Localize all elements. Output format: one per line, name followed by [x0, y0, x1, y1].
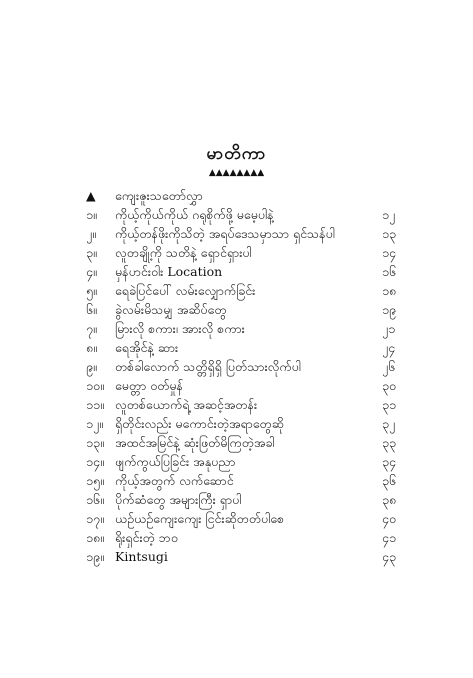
toc-entry[interactable]	[0, 490, 473, 509]
entry-title: အထင်အမြင်နဲ့ ဆုံးဖြတ်မိကြတဲ့အခါ	[115, 435, 275, 450]
entry-number: ၁၀။	[86, 378, 104, 393]
entry-number: ၁၄။	[86, 454, 104, 469]
entry-title: ရှိတိုင်းလည်း မကောင်းတဲ့အရာတွေဆို	[115, 416, 284, 431]
toc-entry[interactable]	[0, 528, 473, 547]
entry-title: ရေခဲပြင်ပေါ် လမ်းလျှောက်ခြင်း	[115, 283, 256, 298]
entry-page-number: ၂၆	[382, 359, 396, 374]
entry-title: ပိုက်ဆံတွေ အများကြီး ရှာပါ	[115, 492, 242, 507]
entry-number: ၁၉။	[86, 549, 104, 564]
toc-entry[interactable]	[0, 452, 473, 471]
entry-page-number: ၃၁	[382, 397, 397, 412]
entry-title: ကိုယ့်တန်ဖိုးကိုသိတဲ့ အရပ်ဒေသမှာသာ ရှင်သန်ပါ	[115, 226, 335, 241]
entry-number: ၂။	[86, 226, 96, 241]
entry-page-number: ၁၃	[382, 226, 397, 241]
table-of-contents	[0, 186, 473, 566]
entry-title: မြားလို စကား၊ အားလို စကား	[115, 321, 245, 336]
entry-number: ▲	[86, 188, 96, 203]
entry-number: ၁၈။	[86, 530, 104, 545]
entry-number: ၄။	[86, 264, 97, 279]
toc-entry[interactable]	[0, 395, 473, 414]
toc-entry[interactable]	[0, 319, 473, 338]
entry-title: တစ်ခါလောက် သတ္တိရှိရှိ ပြတ်သားလိုက်ပါ	[115, 359, 301, 374]
entry-page-number: ၄၁	[382, 530, 397, 545]
toc-entry[interactable]	[0, 224, 473, 243]
entry-number: ၁၅။	[86, 473, 104, 488]
entry-page-number: ၄၃	[382, 549, 397, 564]
toc-entry[interactable]	[0, 243, 473, 262]
entry-page-number: ၃၀	[382, 378, 397, 393]
entry-title: ယဉ်ယဉ်ကျေးကျေး ငြင်းဆိုတတ်ပါစေ	[115, 511, 285, 526]
entry-number: ၁၁။	[86, 397, 104, 412]
toc-entry[interactable]	[0, 281, 473, 300]
entry-number: ၈။	[86, 340, 97, 355]
entry-title: Kintsugi	[115, 549, 168, 564]
entry-page-number: ၃၆	[382, 473, 397, 488]
entry-title: လူတချို့ကို သတိနဲ့ ရှောင်ရှားပါ	[115, 245, 252, 260]
entry-number: ၁၂။	[86, 416, 103, 431]
entry-page-number: ၁၆	[382, 264, 397, 279]
entry-number: ၁၇။	[86, 511, 104, 526]
entry-page-number: ၁၂	[382, 207, 396, 222]
entry-title: ဖျက်ကွယ်ပြခြင်း အနုပညာ	[115, 454, 236, 469]
entry-page-number: ၄၀	[382, 511, 397, 526]
entry-title: မေတ္တာ ဝတ်မှုန်	[115, 378, 184, 393]
entry-number: ၁။	[86, 207, 97, 222]
entry-title: ရေအိုင်နဲ့ ဆား	[115, 340, 179, 355]
entry-number: ၃။	[86, 245, 97, 260]
entry-title: မှန်ပာင်းဝါး Location	[115, 264, 223, 279]
entry-number: ၇။	[86, 321, 97, 336]
entry-number: ၁၆။	[86, 492, 104, 507]
toc-entry[interactable]	[0, 205, 473, 224]
toc-entry[interactable]	[0, 357, 473, 376]
toc-entry[interactable]	[0, 471, 473, 490]
entry-page-number: ၃၈	[382, 492, 397, 507]
entry-title: ကျေးဇူးသတော်လွှာ	[115, 188, 203, 203]
entry-page-number: ၁၄	[382, 245, 397, 260]
entry-title: ကိုယ့်အတွက် လက်ဆောင်	[115, 473, 234, 488]
toc-entry[interactable]	[0, 300, 473, 319]
entry-title: ခွဲလမ်းမိသမျှ အဆိပ်တွေ	[115, 302, 227, 317]
toc-entry[interactable]	[0, 433, 473, 452]
entry-page-number: ၃၃	[382, 435, 397, 450]
entry-title: ရိုးရှင်းတဲ့ ဘဝ	[115, 530, 178, 545]
entry-page-number: ၃၂	[382, 416, 396, 431]
toc-entry[interactable]	[0, 414, 473, 433]
entry-page-number: ၃၄	[382, 454, 397, 469]
entry-number: ၉။	[86, 359, 97, 374]
entry-title: ကိုယ့်ကိုယ်ကိုယ် ဂရုစိုက်ဖို့ မမေ့ပါနဲ့	[115, 207, 274, 222]
toc-entry[interactable]	[0, 262, 473, 281]
entry-number: ၁၃။	[86, 435, 104, 450]
title-ornament: ▲▲▲▲▲▲▲▲	[208, 168, 265, 178]
entry-number: ၅။	[86, 283, 97, 298]
toc-entry[interactable]	[0, 509, 473, 528]
entry-page-number: ၂၁	[382, 321, 396, 336]
entry-page-number: ၁၉	[382, 302, 397, 317]
toc-title: မာတိကာ	[206, 144, 267, 164]
entry-page-number: ၂၄	[382, 340, 396, 355]
toc-entry[interactable]	[0, 547, 473, 566]
toc-entry[interactable]	[0, 338, 473, 357]
entry-page-number: ၁၈	[382, 283, 397, 298]
entry-number: ၆။	[86, 302, 97, 317]
entry-title: လူတစ်ယောက်ရဲ့ အဆင့်အတန်း	[115, 397, 258, 412]
toc-entry[interactable]	[0, 186, 473, 205]
toc-entry[interactable]	[0, 376, 473, 395]
